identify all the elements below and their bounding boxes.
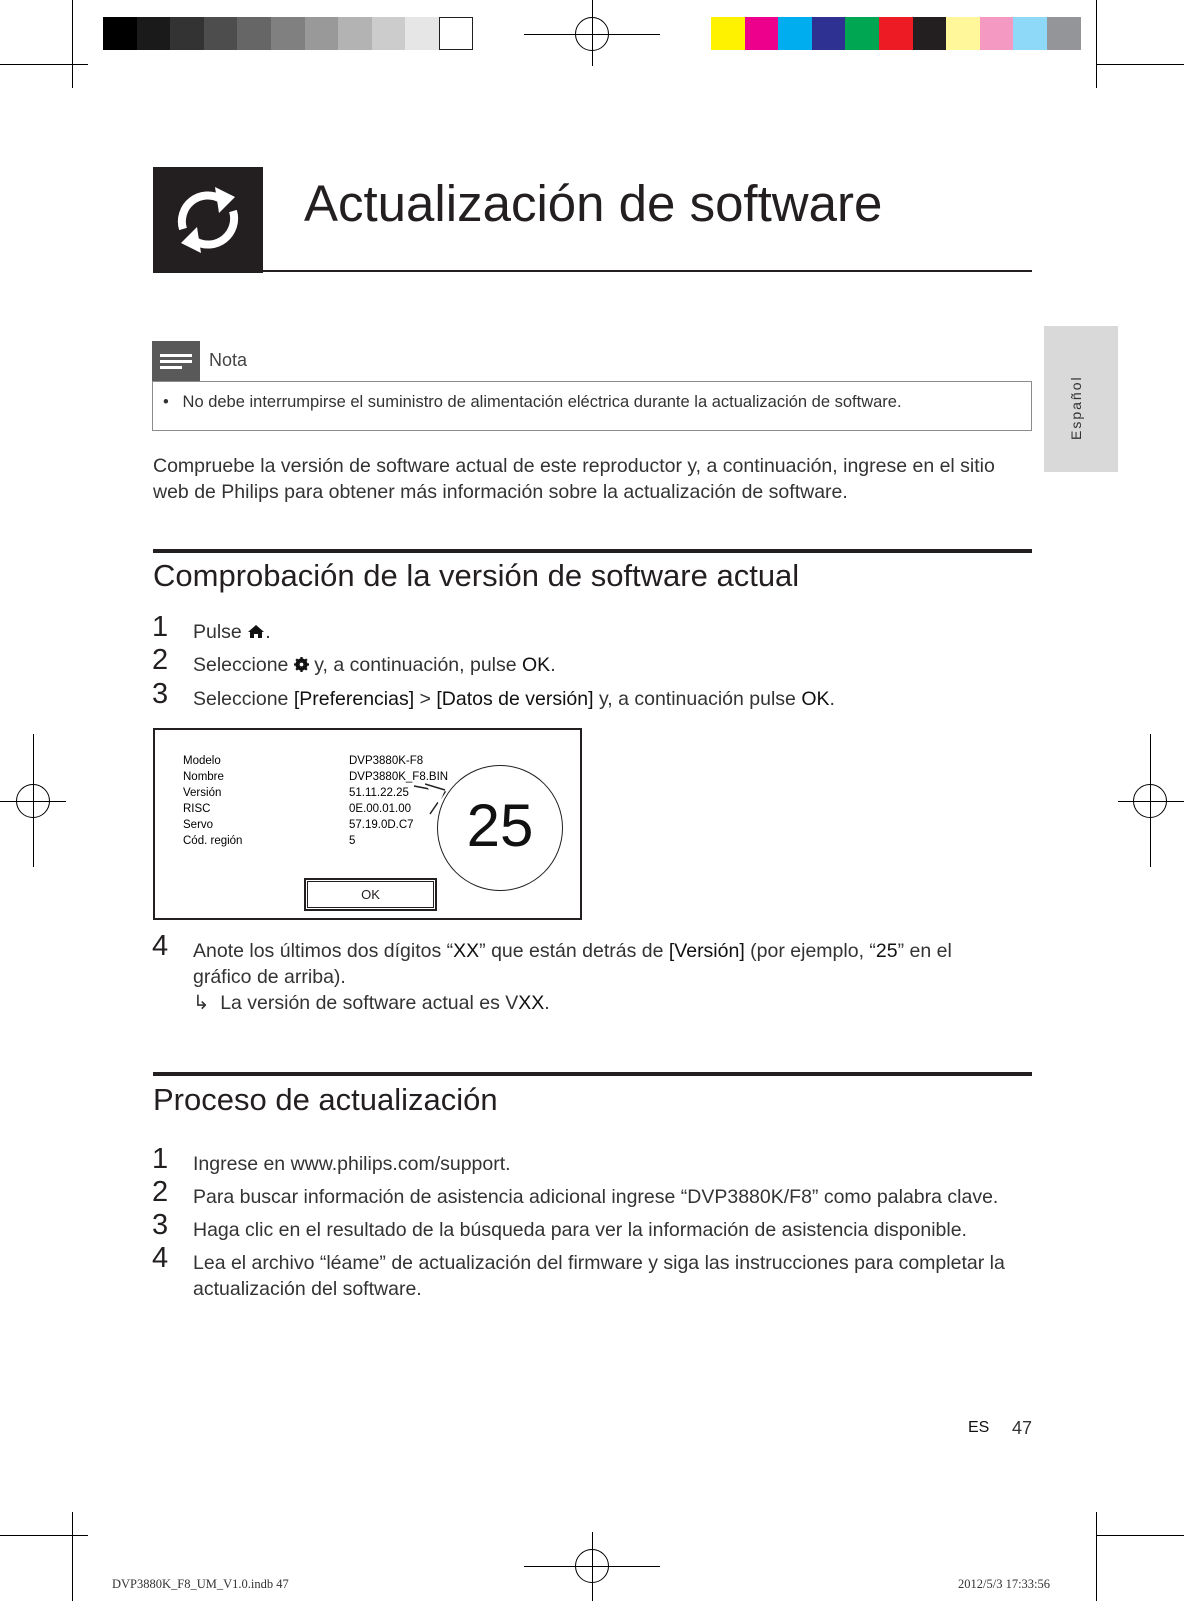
screen-row-label: Nombre [183, 771, 224, 783]
page-number: 47 [1012, 1418, 1033, 1438]
screen-row-label: Cód. región [183, 835, 243, 847]
screen-row-value: DVP3880K-F8 [349, 755, 424, 767]
color-swatch [137, 17, 171, 50]
screen-row-label: Servo [183, 819, 214, 831]
page-title: Actualización de software [304, 175, 883, 232]
section-title: Comprobación de la versión de software actual [153, 558, 800, 593]
color-swatch [812, 17, 846, 50]
color-swatch [745, 17, 779, 50]
color-swatch [103, 17, 137, 50]
step-text: Ingrese en www.philips.com/support. [193, 1153, 511, 1175]
color-swatch [946, 17, 980, 50]
step-number: 2 [152, 1176, 169, 1208]
gear-icon [294, 654, 309, 676]
version-callout-number: 25 [466, 792, 534, 859]
screen-row-value: DVP3880K_F8.BIN [349, 771, 449, 783]
color-swatch [1013, 17, 1047, 50]
section-title: Proceso de actualización [153, 1082, 498, 1117]
file-footer: DVP3880K_F8_UM_V1.0.indb 47 [112, 1577, 289, 1591]
screen-row-label: RISC [183, 803, 211, 815]
color-swatch [879, 17, 913, 50]
color-swatch [980, 17, 1014, 50]
color-swatch [305, 17, 339, 50]
language-tab-label: Español [1068, 375, 1084, 440]
note-lines-icon [152, 341, 200, 381]
step-number: 4 [152, 1242, 169, 1274]
note-label: Nota [209, 350, 248, 370]
page-language-code: ES [968, 1419, 990, 1436]
color-swatch [204, 17, 238, 50]
result-arrow-icon: ↳ [193, 992, 221, 1014]
note-item-text: No debe interrumpirse el suministro de alimentación eléctrica durante la actualización de software. [182, 393, 902, 411]
color-swatch [338, 17, 372, 50]
screen-row-value: 0E.00.01.00 [349, 803, 412, 815]
intro-paragraph: Compruebe la versión de software actual de este reproductor y, a continuación, ingrese en el sitio web de Philips para obtener más información sobre la actualización de software. [153, 455, 995, 503]
screen-row-value: 51.11.22.25 [349, 787, 409, 799]
step-text: Seleccione [Preferencias] > [Datos de versión] y, a continuación pulse OK. [193, 688, 835, 710]
screen-row-label: Versión [183, 787, 222, 799]
color-swatch [271, 17, 305, 50]
date-footer: 2012/5/3 17:33:56 [958, 1577, 1051, 1591]
step-text: Haga clic en el resultado de la búsqueda para ver la información de asistencia disponible. [193, 1219, 967, 1241]
step-text-continued: gráfico de arriba). [193, 966, 346, 988]
color-swatch [170, 17, 204, 50]
step-text: Seleccione y, a continuación, pulse OK. [193, 654, 556, 676]
step-text-continued: actualización del software. [193, 1278, 422, 1300]
step-number: 3 [152, 678, 169, 710]
color-swatch [405, 17, 439, 50]
color-swatch [1047, 17, 1081, 50]
step-text: Lea el archivo “léame” de actualización del firmware y siga las instrucciones para completar la [193, 1252, 1005, 1274]
screen-row-label: Modelo [183, 755, 221, 767]
ok-button: OK [307, 881, 434, 908]
color-swatch [439, 17, 473, 50]
step-number: 2 [152, 644, 169, 676]
color-swatch [913, 17, 947, 50]
color-swatch [372, 17, 406, 50]
step-text: Pulse . [193, 621, 271, 643]
color-swatch [711, 17, 745, 50]
step-number: 1 [152, 611, 169, 643]
color-swatch [845, 17, 879, 50]
color-swatch [778, 17, 812, 50]
section-divider [153, 1072, 1032, 1076]
step-number: 1 [152, 1143, 169, 1175]
title-divider [263, 270, 1032, 272]
step-number: 3 [152, 1209, 169, 1241]
step-number: 4 [152, 930, 169, 962]
note-item: • No debe interrumpirse el suministro de alimentación eléctrica durante la actualización de software. [163, 393, 902, 411]
home-icon [247, 621, 265, 643]
screen-row-value: 57.19.0D.C7 [349, 819, 414, 831]
screen-row-value: 5 [349, 835, 356, 847]
section-divider [153, 549, 1032, 553]
step-text: Anote los últimos dos dígitos “XX” que están detrás de [Versión] (por ejemplo, “25” en el [193, 940, 952, 962]
color-swatch [237, 17, 271, 50]
step-result: ↳ La versión de software actual es VXX. [193, 992, 550, 1014]
step-text: Para buscar información de asistencia adicional ingrese “DVP3880K/F8” como palabra clave. [193, 1186, 999, 1208]
refresh-arrows-icon [153, 167, 263, 273]
